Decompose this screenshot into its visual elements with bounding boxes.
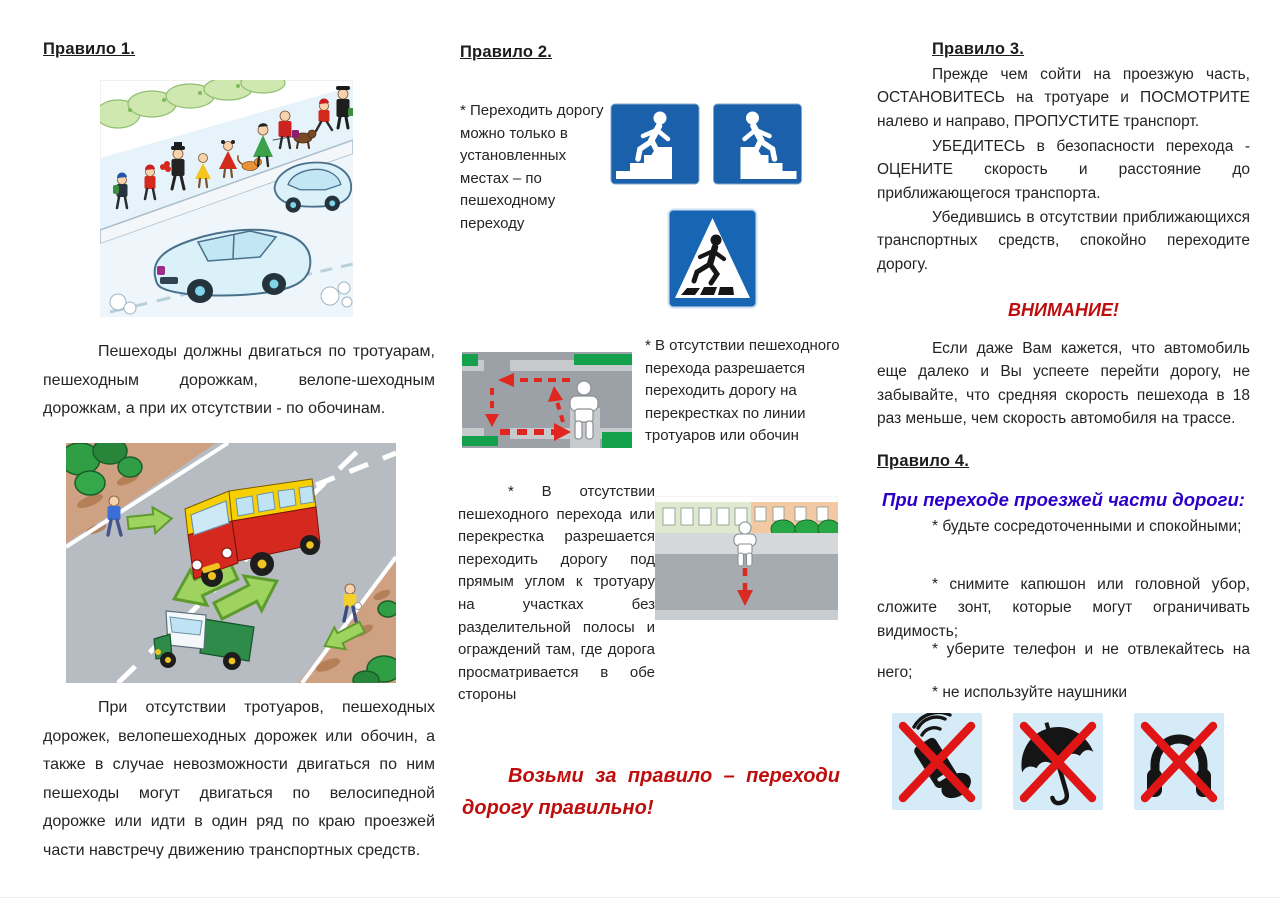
rule4-bullet-2: * снимите капюшон или головной убор, сложите зонт, которые могут ограничивать видимость; <box>877 576 1250 640</box>
rule1-heading: Правило 1. <box>43 40 136 58</box>
col1-paragraph-2: При отсутствии тротуаров, пешеходных дорожек, велопешеходных дорожек или обочин, а также в случае невозможности двигаться по ним пешеходы могут двигаться по велосипедной дорожке или идти в один ряд по краю проезжей части навстречу движению транспортных средств. <box>43 699 435 859</box>
col1-paragraph-1: Пешеходы должны двигаться по тротуарам, пешеходным дорожкам, велопе-шеходным дорожкам, а при их отсутствии - по обочинам. <box>43 343 435 417</box>
rule4-bullet-3: * уберите телефон и не отвлекайтесь на него; <box>877 641 1250 682</box>
prohibition-icons-row <box>892 713 1224 810</box>
col3-paragraph-1: Прежде чем сойти на проезжую часть, ОСТАНОВИТЕСЬ на тротуаре и ПОСМОТРИТЕ налево и направо, ПРОПУСТИТЕ транспорт. <box>877 66 1250 130</box>
intersection-diagram <box>462 352 632 448</box>
col2-note-1: * Переходить дорогу можно только в установленных местах – по пешеходному переходу <box>460 102 604 232</box>
pedestrians-street-illustration <box>100 80 353 317</box>
rule4-bullet-4: * не используйте наушники <box>932 684 1128 701</box>
rule4-bullet-1: * будьте сосредоточенными и спокойными; <box>932 518 1242 535</box>
underground-crossing-sign-icon <box>610 103 700 185</box>
col3-paragraph-4: Если даже Вам кажется, что автомобиль еще далеко и Вы успеете перейти дорогу, не забывайте, что средняя скорость пешехода в 18 раз меньше, чем скорость автомобиля на трассе. <box>877 340 1250 428</box>
rule2-heading: Правило 2. <box>460 43 553 61</box>
road-bus-illustration <box>66 443 396 683</box>
col3-paragraph-2: УБЕДИТЕСЬ в безопасности перехода - ОЦЕНИТЕ скорость и расстояние до приближающегося транспорта. <box>877 138 1250 202</box>
underground-crossing-sign-mirrored-icon <box>712 103 803 185</box>
col2-note-3: * В отсутствии пешеходного перехода или перекрестка разрешается переходить дорогу под прямым углом к тротуару на участках без разделительной полосы и ограждений там, где дорога просматривается в обе стороны <box>458 483 655 704</box>
no-phone-icon <box>892 713 982 810</box>
rule4-heading: Правило 4. <box>877 452 970 470</box>
attention-heading: ВНИМАНИЕ! <box>1008 300 1119 320</box>
slogan-text: Возьми за правило – переходи дорогу правильно! <box>462 765 840 819</box>
page-edge <box>0 897 1280 898</box>
no-headphones-icon <box>1134 713 1224 810</box>
car-small <box>275 163 352 213</box>
rule4-subheading: При переходе проезжей части дороги: <box>882 489 1245 510</box>
street-crossing-diagram <box>655 496 838 620</box>
no-umbrella-icon <box>1013 713 1103 810</box>
zebra-stripes <box>681 287 734 295</box>
pedestrian-crossing-sign-icon <box>667 208 758 309</box>
col2-note-2: * В отсутствии пешеходного перехода разрешается переходить дорогу на перекрестках по линии тротуаров или обочин <box>645 337 840 445</box>
col3-paragraph-3: Убедившись в отсутствии приближающихся транспортных средств, спокойно переходите дорогу. <box>877 209 1250 273</box>
rule3-heading: Правило 3. <box>932 40 1025 58</box>
